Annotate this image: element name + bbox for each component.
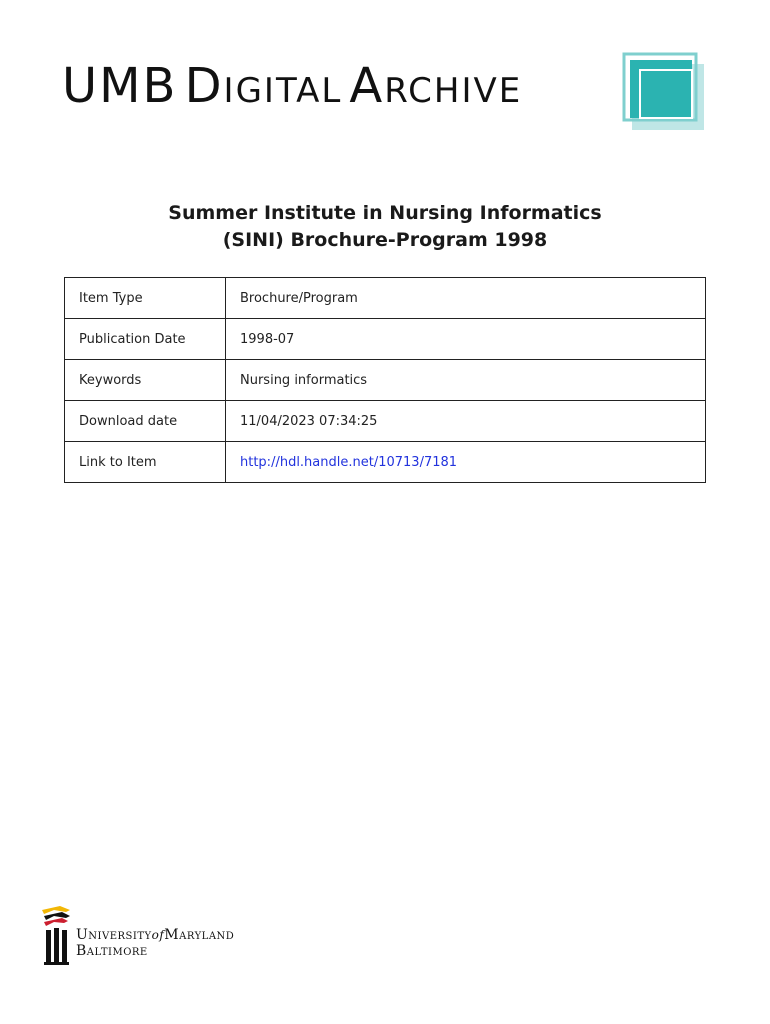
- brand-word-umb: UMB: [62, 58, 178, 114]
- table-row: [65, 319, 706, 360]
- document-title-line1: Summer Institute in Nursing Informatics: [168, 202, 602, 224]
- table-row: [65, 401, 706, 442]
- table-row: [65, 442, 706, 483]
- publication-date-label: Publication Date: [65, 319, 226, 360]
- brand-word-digital: Digital: [184, 58, 343, 114]
- brand-word-archive: Archive: [349, 58, 523, 114]
- university-name-line2: Baltimore: [76, 943, 148, 959]
- document-title-line2: (SINI) Brochure-Program 1998: [222, 229, 548, 251]
- item-type-label: Item Type: [65, 278, 226, 319]
- document-title: [0, 200, 770, 254]
- table-row: [65, 278, 706, 319]
- download-date-label: Download date: [65, 401, 226, 442]
- university-word: University: [76, 927, 152, 943]
- university-logo: [40, 906, 300, 968]
- university-name-line1: [76, 927, 234, 943]
- maryland-word: Maryland: [164, 927, 235, 943]
- archive-header: [62, 52, 712, 134]
- link-to-item-label: Link to Item: [65, 442, 226, 483]
- item-type-value: Brochure/Program: [226, 278, 706, 319]
- download-date-value: 11/04/2023 07:34:25: [226, 401, 706, 442]
- archive-brand: [62, 58, 523, 114]
- keywords-label: Keywords: [65, 360, 226, 401]
- keywords-value: Nursing informatics: [226, 360, 706, 401]
- archive-logo-icon: [622, 52, 706, 132]
- item-handle-link[interactable]: http://hdl.handle.net/10713/7181: [240, 454, 458, 470]
- metadata-table: [64, 277, 706, 483]
- link-to-item-cell: [226, 442, 706, 483]
- table-row: [65, 360, 706, 401]
- publication-date-value: 1998-07: [226, 319, 706, 360]
- umaryland-shield-icon: [40, 906, 74, 968]
- of-word: of: [151, 928, 165, 942]
